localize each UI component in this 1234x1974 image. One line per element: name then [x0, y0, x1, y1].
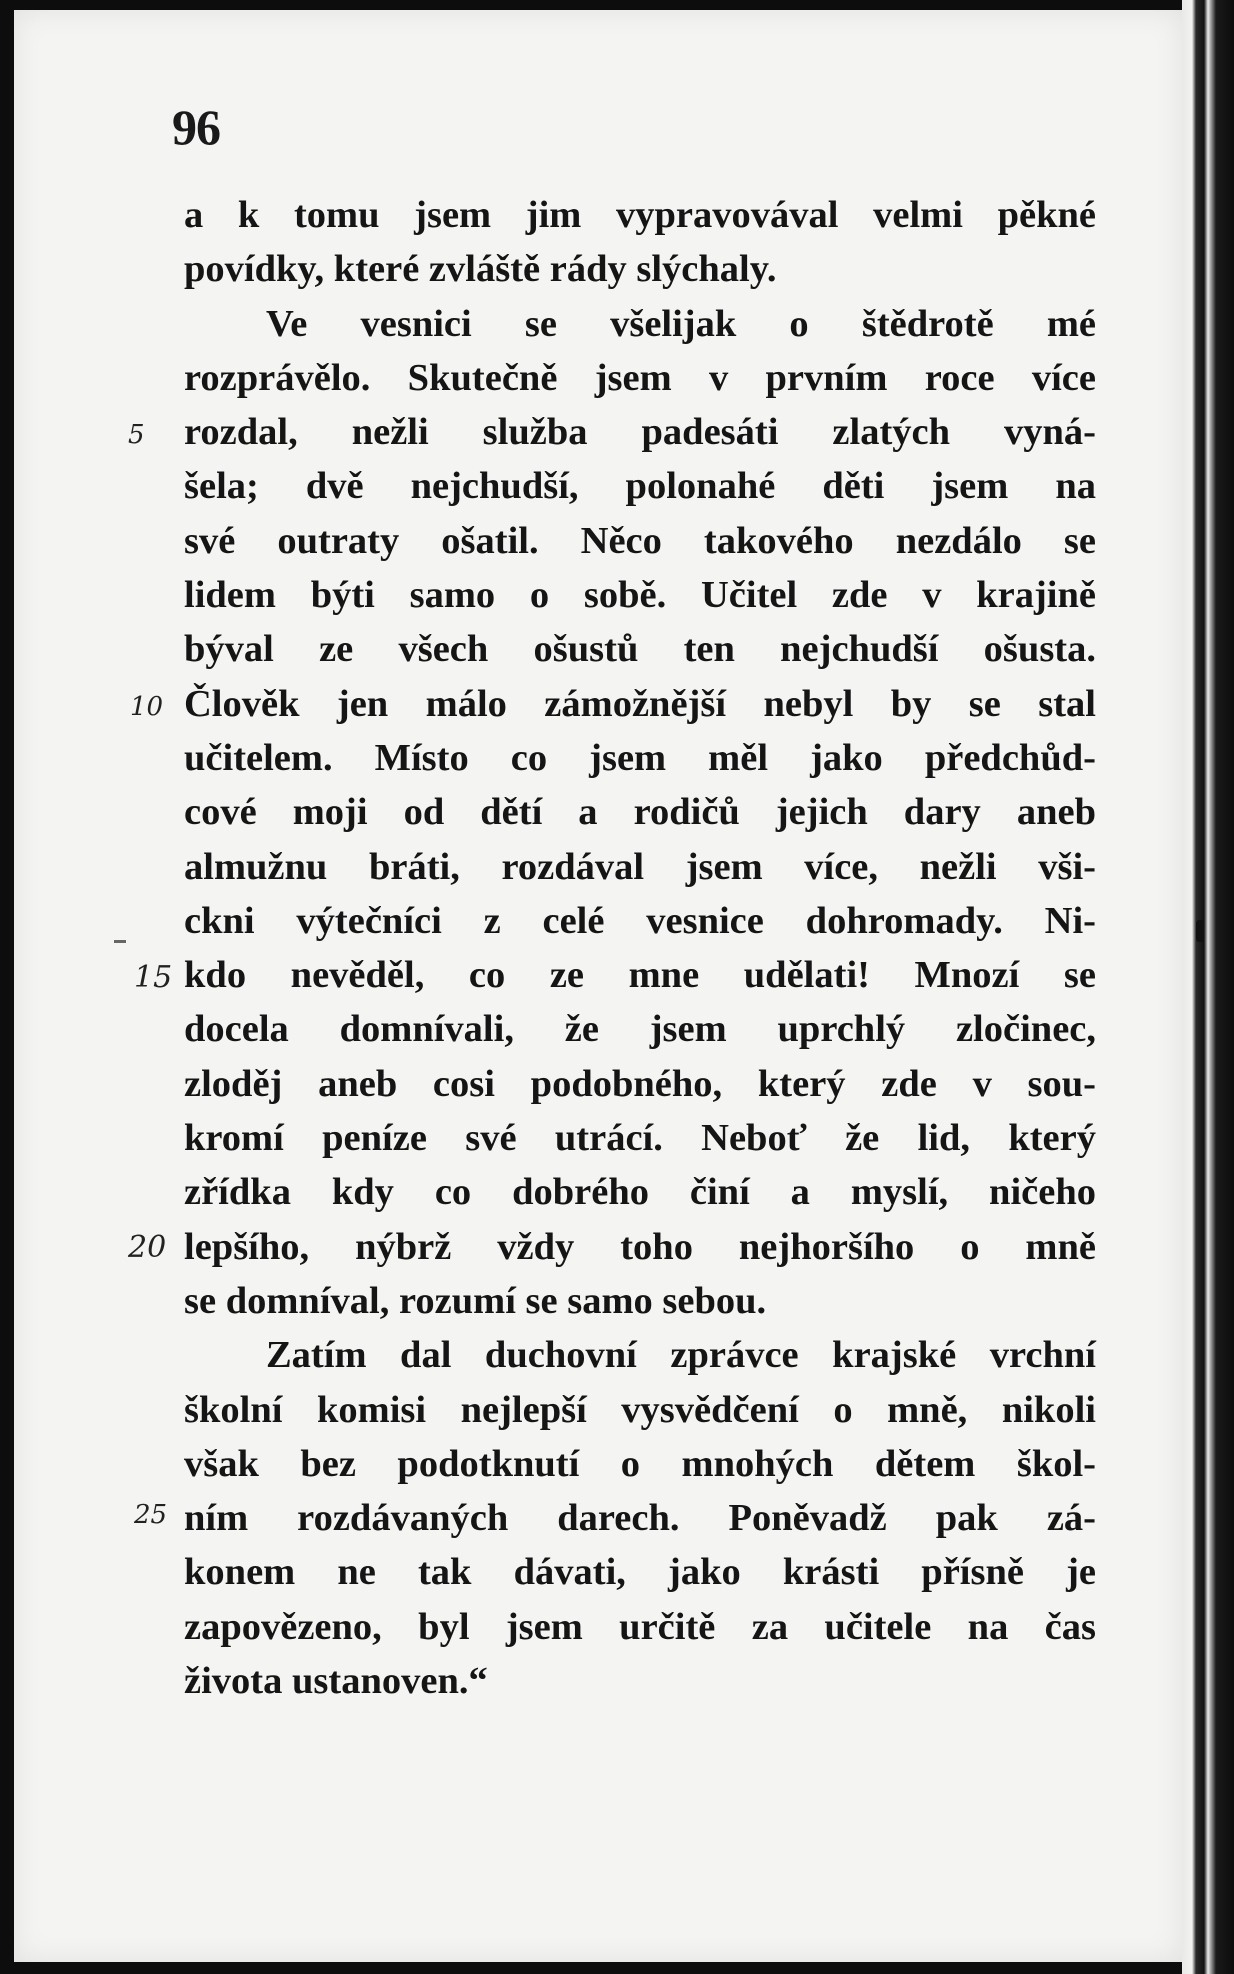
text-line: učitelem. Místo co jsem měl jako předchůd-: [184, 736, 1096, 779]
text-line: almužnu bráti, rozdával jsem více, nežli vši-: [184, 845, 1096, 888]
text-line: života ustanoven.“: [184, 1660, 488, 1703]
text-line: Ve vesnici se všelijak o štědrotě mé: [266, 302, 1096, 345]
text-line: Člověk jen málo zámožnější nebyl by se stal: [184, 682, 1096, 725]
text-line: rozdal, nežli služba padesáti zlatých vyná-: [184, 411, 1096, 454]
body-text: [184, 188, 1096, 1708]
margin-line-number: 20: [128, 1230, 167, 1265]
text-line: zřídka kdy co dobrého činí a myslí, ničeho: [184, 1171, 1096, 1214]
text-line: ckni výtečníci z celé vesnice dohromady. Ni-: [184, 899, 1096, 942]
text-line: cové moji od dětí a rodičů jejich dary aneb: [184, 791, 1096, 834]
page-edge-shadow: [1182, 0, 1234, 1974]
text-line: a k tomu jsem jim vypravovával velmi pěkné: [184, 194, 1096, 236]
text-line: povídky, které zvláště rády slýchaly.: [184, 248, 777, 291]
text-line: zapovězeno, byl jsem určitě za učitele na čas: [184, 1605, 1096, 1648]
margin-dash: [114, 940, 126, 943]
text-line: své outraty ošatil. Něco takového nezdálo se: [184, 519, 1096, 562]
page-number: 96: [172, 99, 220, 155]
text-line: rozprávělo. Skutečně jsem v prvním roce více: [184, 356, 1096, 399]
text-line: šela; dvě nejchudší, polonahé děti jsem na: [184, 465, 1096, 508]
ink-blot: [1196, 920, 1204, 942]
text-line: však bez podotknutí o mnohých dětem škol-: [184, 1442, 1096, 1485]
margin-line-number: 15: [134, 960, 173, 995]
text-line: konem ne tak dávati, jako krásti přísně je: [184, 1551, 1096, 1594]
margin-line-number: 25: [134, 1500, 168, 1530]
text-line: kdo nevěděl, co ze mne udělati! Mnozí se: [184, 954, 1096, 997]
text-line: lepšího, nýbrž vždy toho nejhoršího o mně: [184, 1225, 1096, 1268]
margin-line-number: 5: [128, 420, 145, 450]
text-line: se domníval, rozumí se samo sebou.: [184, 1279, 767, 1322]
text-line: býval ze všech ošustů ten nejchudší ošusta.: [184, 628, 1096, 671]
text-line: školní komisi nejlepší vysvědčení o mně, nikoli: [184, 1388, 1096, 1431]
margin-line-number: 10: [130, 692, 164, 722]
text-line: docela domnívali, že jsem uprchlý zločinec,: [184, 1008, 1096, 1051]
text-line: lidem býti samo o sobě. Učitel zde v krajině: [184, 574, 1096, 617]
text-line: zloděj aneb cosi podobného, který zde v sou-: [184, 1062, 1096, 1105]
text-line: Zatím dal duchovní zprávce krajské vrchní: [266, 1334, 1096, 1377]
text-line: ním rozdávaných darech. Poněvadž pak zá-: [184, 1497, 1096, 1540]
text-line: kromí peníze své utrácí. Neboť že lid, který: [184, 1117, 1096, 1160]
